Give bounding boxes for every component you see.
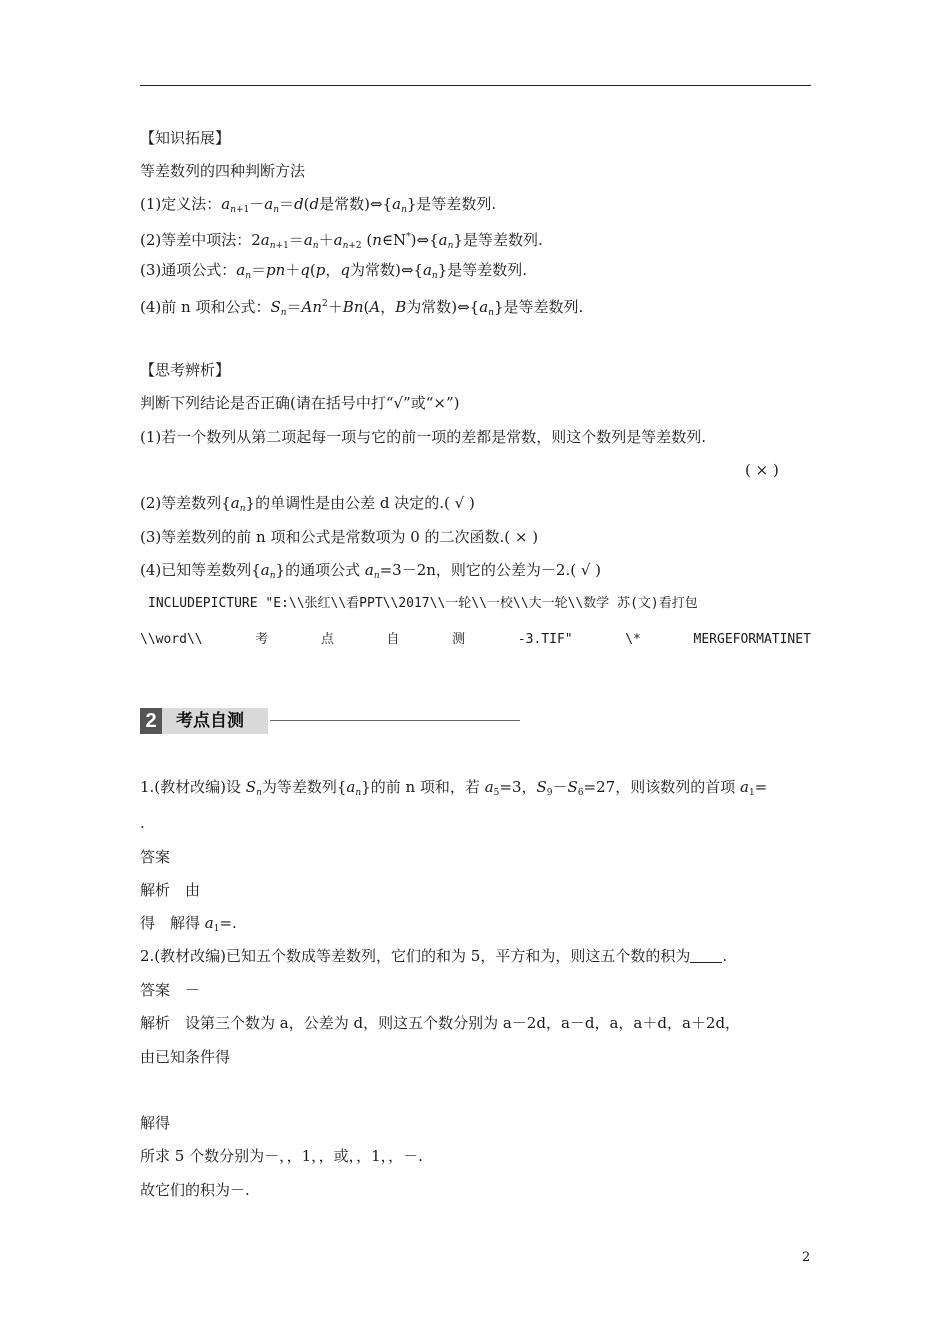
problem-1: 1.(教材改编)设 $S_n$为等差数列$\{a_n\}$的前 n 项和，若 $a_5=3$，$S_9-S_6=27$，则该数列的首项 $a_1=$ [140,778,768,798]
header-rule [140,85,811,86]
judgement-4: (4)已知等差数列$\{a_n\}$的通项公式 $a_n=3-2n$，则它的公差为－2.( √ ) [140,561,602,581]
problem-1-answer: 答案 [140,848,171,866]
method-general-term: (3)通项公式：$a_n=pn+q(p$，q为常数)$\Leftrightarrow\{a_n\}$是等差数列. [140,261,528,281]
problem-2-product: 故它们的积为－. [140,1181,250,1199]
method-sum-formula: (4)前 n 项和公式：$S_n=An^2+Bn(A$，B为常数)$\Leftrightarrow\{a_n\}$是等差数列. [140,298,584,318]
judgement-1-answer: ( × ) [745,461,779,479]
knowledge-heading: 【知识拓展】 [140,129,231,147]
method-definition: (1)定义法：$a_{n+1}-a_n=d(d$是常数)$\Leftrightarrow\{a_n\}$是等差数列. [140,195,497,215]
judgement-3: (3)等差数列的前 n 项和公式是常数项为 0 的二次函数.( × ) [140,528,539,546]
field-code-line-2: \\word\\ 考 点 自 测 -3.TIF" \* MERGEFORMATINET [140,632,811,647]
problem-2: 2.(教材改编)已知五个数成等差数列，它们的和为 5，平方和为，则这五个数的积为 . [140,947,728,965]
field-code-line-1: INCLUDEPICTURE "E:\\张红\\看PPT\\2017\\一轮\\一校\\大一轮\\数学 苏(文)看打包 [148,596,698,611]
section-rule [270,720,520,721]
problem-2-answer: 答案 － [140,981,201,999]
thinking-instruction: 判断下列结论是否正确(请在括号中打“√”或“×”) [140,394,460,412]
section-title: 考点自测 [176,711,244,730]
problem-1-period: . [140,814,145,832]
problem-1-analysis: 解析 由 [140,881,201,899]
page-number: 2 [802,1250,811,1265]
judgement-1: (1)若一个数列从第二项起每一项与它的前一项的差都是常数，则这个数列是等差数列. [140,428,707,446]
judgement-2: (2)等差数列$\{a_n\}$的单调性是由公差 d 决定的.( √ ) [140,494,475,514]
problem-2-numbers: 所求 5 个数分别为－，，1，，或，，1，，－. [140,1147,423,1165]
problem-2-solve: 解得 [140,1114,171,1132]
problem-2-analysis: 解析 设第三个数为 a，公差为 d，则这五个数分别为 a－2d，a－d，a，a＋d，a＋2d， [140,1014,741,1032]
knowledge-intro: 等差数列的四种判断方法 [140,162,306,180]
answer-blank [690,948,722,963]
method-middle-term: (2)等差中项法：$2a_{n+1}=a_n+a_{n+2}$ $(n\in N^*)\Leftrightarrow\{a_n\}$是等差数列. [140,231,543,251]
thinking-heading: 【思考辨析】 [140,361,231,379]
problem-1-solve: 得 解得 $a_1=$. [140,914,237,934]
section-number-badge: 2 [140,708,162,734]
problem-2-condition: 由已知条件得 [140,1048,231,1066]
